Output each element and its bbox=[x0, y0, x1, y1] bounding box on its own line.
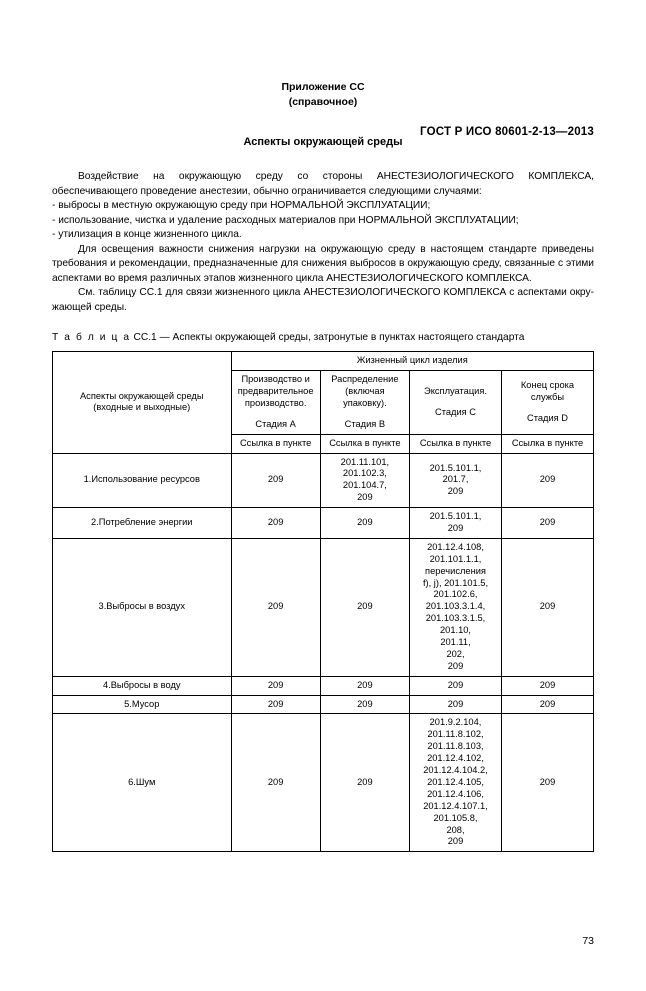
stage-d-name: Конец срока службы bbox=[520, 380, 575, 402]
row-label: 2.Потребление энергии bbox=[53, 508, 232, 539]
stage-c-label: Стадия C bbox=[435, 406, 476, 417]
stage-c-name: Эксплуатация. bbox=[424, 386, 487, 396]
lifecycle-header: Жизненный цикл изделия bbox=[231, 352, 593, 371]
row-cell-d: 209 bbox=[501, 538, 593, 676]
paragraph-1: Воздействие на окружающую среду со стороны АНЕСТЕЗИОЛОГИЧЕСКОГО КОМПЛЕКСА, обеспечивающего проведение анестезии, обычно ограничивается следующими случаями: bbox=[52, 171, 594, 197]
paragraph-3: - использование, чистка и удаление расходных материалов при НОРМАЛЬНОЙ ЭКСПЛУАТАЦИИ; bbox=[52, 214, 519, 226]
table-row bbox=[53, 676, 594, 695]
paragraph-2: - выбросы в местную окружающую среду при НОРМАЛЬНОЙ ЭКСПЛУАТАЦИИ; bbox=[52, 200, 431, 212]
row-label: 1.Использование ресурсов bbox=[53, 453, 232, 508]
row-cell-b: 201.11.101, 201.102.3, 201.104.7, 209 bbox=[320, 453, 409, 508]
table-caption-prefix: Т а б л и ц а bbox=[52, 332, 131, 344]
ref-header-d: Ссылка в пункте bbox=[501, 434, 593, 453]
table-header-row-1 bbox=[53, 352, 594, 371]
stage-b-name: Распределение (включая упаковку). bbox=[331, 374, 399, 408]
row-cell-a: 209 bbox=[231, 508, 320, 539]
row-cell-d: 209 bbox=[501, 453, 593, 508]
table-caption bbox=[52, 332, 594, 343]
row-label: 3.Выбросы в воздух bbox=[53, 538, 232, 676]
row-cell-a: 209 bbox=[231, 695, 320, 714]
paragraph-6: См. таблицу СС.1 для связи жизненного цикла АНЕСТЕЗИОЛОГИЧЕСКОГО КОМПЛЕКСА с аспектами окружающей среды. bbox=[52, 287, 594, 313]
row-cell-a: 209 bbox=[231, 538, 320, 676]
ref-header-a: Ссылка в пункте bbox=[231, 434, 320, 453]
stage-a-label: Стадия A bbox=[255, 418, 296, 429]
stage-b-header bbox=[320, 371, 409, 435]
row-label: 6.Шум bbox=[53, 714, 232, 852]
stage-a-header bbox=[231, 371, 320, 435]
row-cell-c: 201.12.4.108, 201.101.1.1, перечисления f), j), 201.101.5, 201.102.6, 201.103.3.1.4, 201.103.3.1.5, 201.10, 201.11, 202, 209 bbox=[410, 538, 502, 676]
row-cell-c: 209 bbox=[410, 676, 502, 695]
row-cell-b: 209 bbox=[320, 676, 409, 695]
row-cell-a: 209 bbox=[231, 453, 320, 508]
row-cell-b: 209 bbox=[320, 714, 409, 852]
row-cell-d: 209 bbox=[501, 695, 593, 714]
annex-title: Приложение СС bbox=[281, 81, 365, 93]
document-page bbox=[0, 78, 646, 991]
aspect-header-line2: (входные и выходные) bbox=[93, 402, 191, 413]
stage-d-label: Стадия D bbox=[526, 412, 568, 423]
environmental-aspects-table bbox=[52, 351, 594, 852]
row-cell-d: 209 bbox=[501, 714, 593, 852]
table-row bbox=[53, 508, 594, 539]
body-text bbox=[52, 170, 594, 315]
stage-a-name: Производство и предварительное производство. bbox=[237, 374, 314, 408]
stage-b-label: Стадия B bbox=[344, 418, 386, 429]
stage-c-header bbox=[410, 371, 502, 435]
aspect-column-header bbox=[53, 352, 232, 453]
table-caption-rest: СС.1 — Аспекты окружающей среды, затронутые в пунктах настоящего стандарта bbox=[133, 332, 525, 344]
row-cell-c: 201.5.101.1, 209 bbox=[410, 508, 502, 539]
row-cell-b: 209 bbox=[320, 695, 409, 714]
row-cell-c: 201.9.2.104, 201.11.8.102, 201.11.8.103, 201.12.4.102, 201.12.4.104.2, 201.12.4.105, 201.12.4.106, 201.12.4.107.1, 201.105.8, 208, 209 bbox=[410, 714, 502, 852]
row-cell-c: 209 bbox=[410, 695, 502, 714]
row-cell-d: 209 bbox=[501, 508, 593, 539]
table-row bbox=[53, 453, 594, 508]
row-cell-a: 209 bbox=[231, 676, 320, 695]
aspect-header-line1: Аспекты окружающей среды bbox=[79, 390, 204, 401]
ref-header-b: Ссылка в пункте bbox=[320, 434, 409, 453]
table-row bbox=[53, 695, 594, 714]
stage-d-header bbox=[501, 371, 593, 435]
paragraph-4: - утилизация в конце жизненного цикла. bbox=[52, 229, 242, 241]
ref-header-c: Ссылка в пункте bbox=[410, 434, 502, 453]
row-label: 5.Мусор bbox=[53, 695, 232, 714]
standard-header: ГОСТ Р ИСО 80601-2-13—2013 bbox=[420, 126, 594, 138]
row-cell-b: 209 bbox=[320, 538, 409, 676]
table-row bbox=[53, 714, 594, 852]
row-label: 4.Выбросы в воду bbox=[53, 676, 232, 695]
page-number: 73 bbox=[582, 935, 594, 947]
page-title: Аспекты окружающей среды bbox=[243, 136, 403, 149]
paragraph-5: Для освещения важности снижения нагрузки на окружающую среду в настоящем стандарте приведены требования и рекомендации, предназначенные для снижения выбросов в окружающую среду, связанные с этими аспектами во время различных этапов жизненного цикла АНЕСТЕЗИОЛОГИЧЕСКОГО КОМПЛЕКСА. bbox=[52, 243, 594, 284]
table-row bbox=[53, 538, 594, 676]
row-cell-d: 209 bbox=[501, 676, 593, 695]
annex-subtitle: (справочное) bbox=[288, 96, 358, 109]
row-cell-a: 209 bbox=[231, 714, 320, 852]
row-cell-b: 209 bbox=[320, 508, 409, 539]
row-cell-c: 201.5.101.1, 201.7, 209 bbox=[410, 453, 502, 508]
